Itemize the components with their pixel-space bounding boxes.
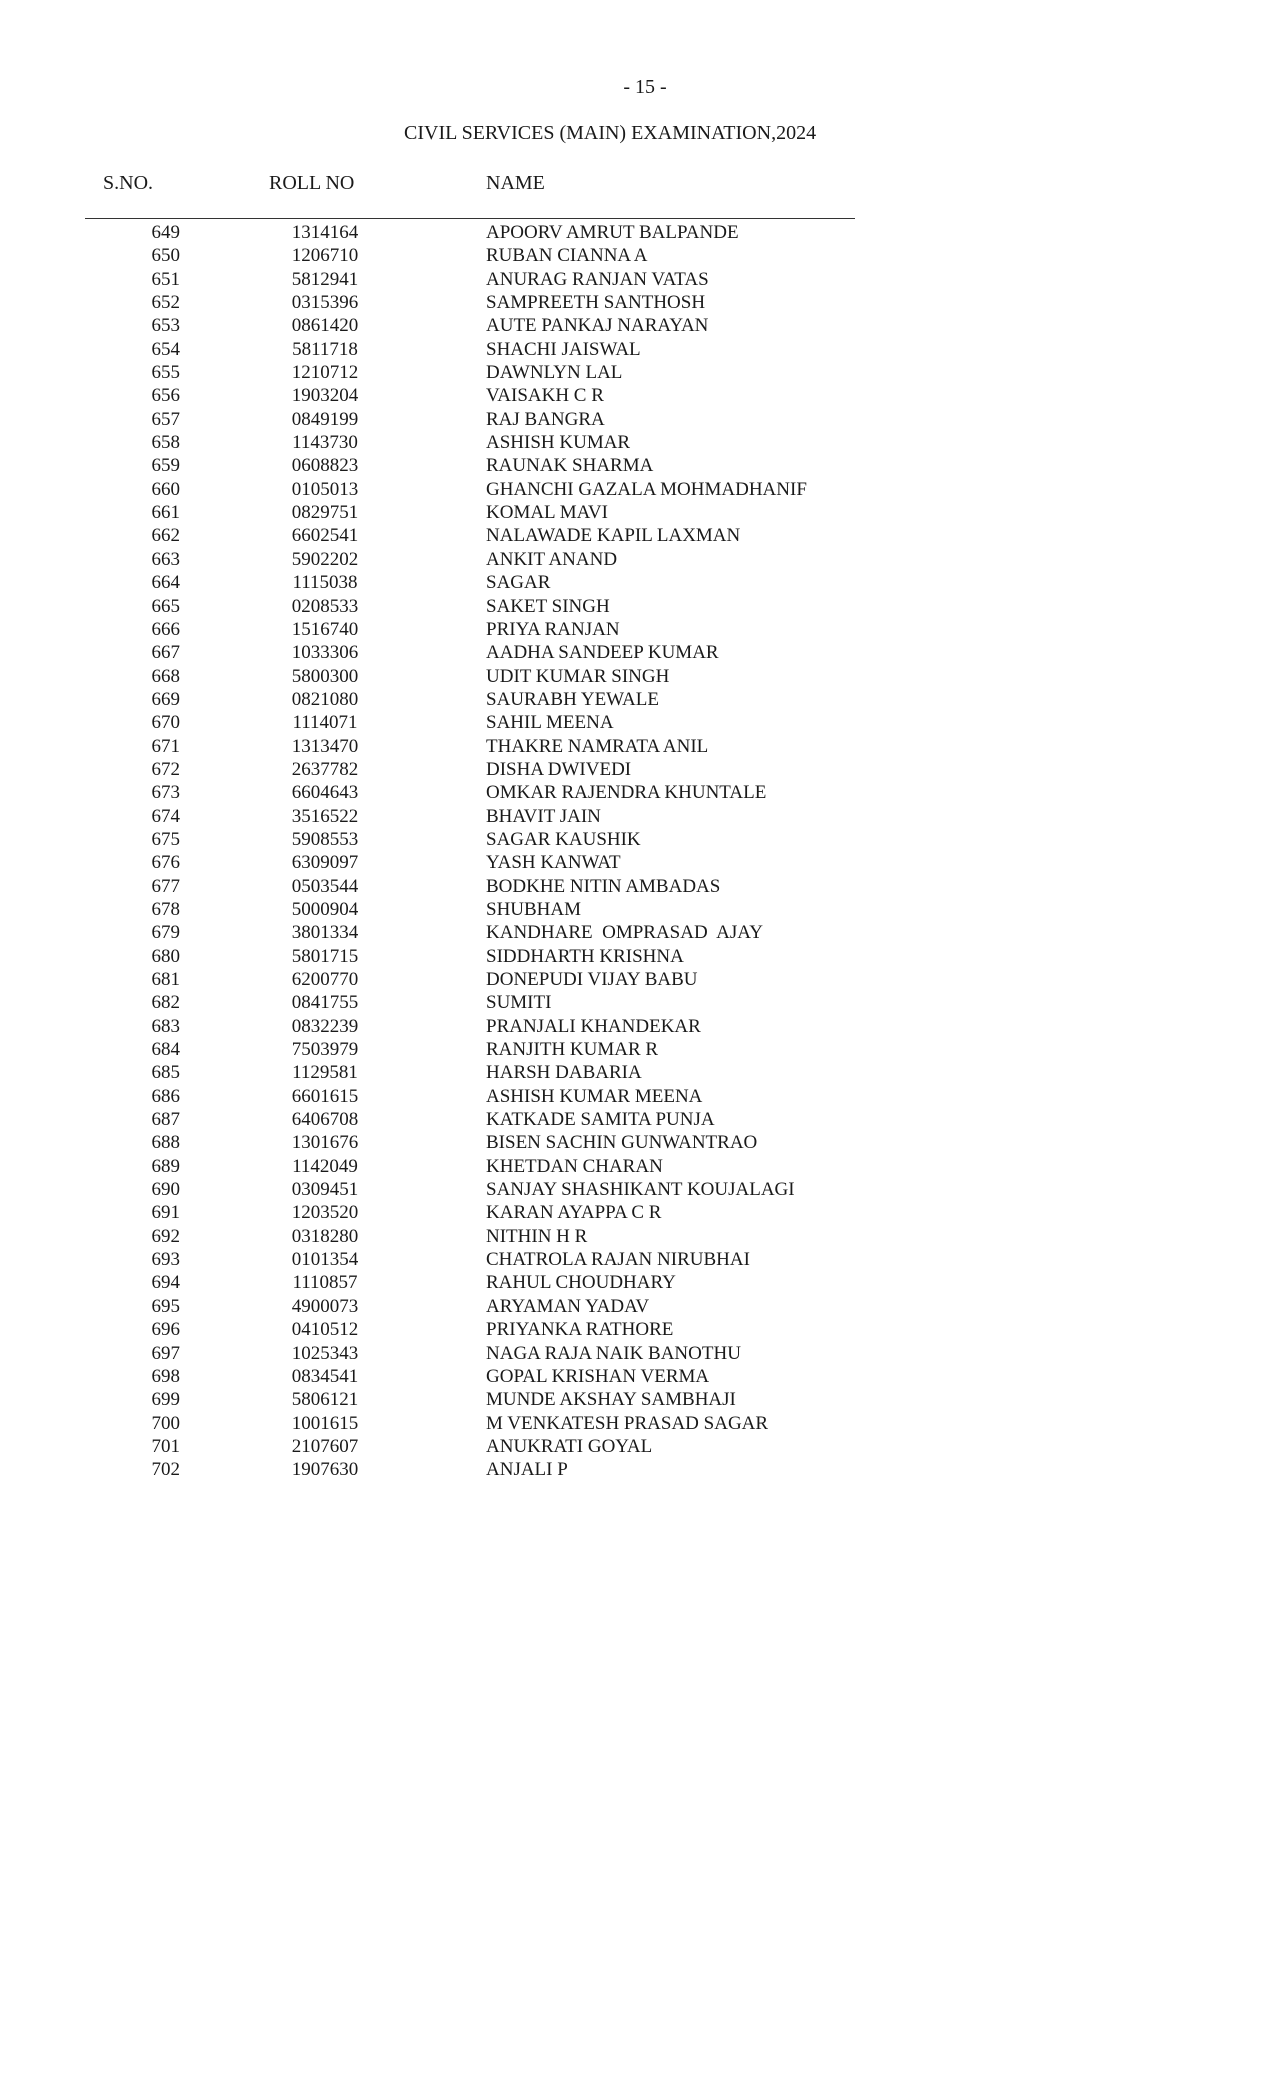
cell-roll-no: 6309097 [291,852,359,874]
table-row [0,1085,1275,1108]
cell-sno: 658 [151,432,180,454]
cell-name: ASHISH KUMAR [486,432,631,454]
cell-name: SHACHI JAISWAL [486,338,641,360]
cell-sno: 688 [151,1132,180,1154]
table-row [0,945,1275,968]
cell-sno: 653 [151,315,180,337]
table-row [0,1412,1275,1435]
cell-name: BHAVIT JAIN [486,805,601,827]
table-row [0,1225,1275,1248]
results-table [0,221,1275,1482]
cell-name: KANDHARE OMPRASAD AJAY [486,922,763,944]
cell-sno: 690 [151,1179,180,1201]
table-row [0,478,1275,501]
cell-sno: 674 [151,805,180,827]
cell-roll-no: 1142049 [292,1155,358,1177]
table-row [0,244,1275,267]
cell-roll-no: 5800300 [291,665,359,687]
cell-sno: 661 [151,502,180,524]
cell-roll-no: 1516740 [291,618,359,640]
table-header [0,172,1275,198]
table-row [0,665,1275,688]
table-row [0,431,1275,454]
cell-sno: 667 [151,642,180,664]
cell-name: THAKRE NAMRATA ANIL [486,735,709,757]
cell-sno: 691 [151,1202,180,1224]
cell-name: RAUNAK SHARMA [486,455,654,477]
cell-roll-no: 0821080 [291,688,359,710]
cell-name: APOORV AMRUT BALPANDE [486,222,739,243]
table-row [0,921,1275,944]
cell-sno: 659 [151,455,180,477]
cell-sno: 680 [151,945,180,967]
cell-roll-no: 3801334 [291,922,359,944]
cell-sno: 681 [151,969,180,990]
cell-sno: 650 [151,245,180,267]
cell-sno: 656 [151,385,180,407]
header-divider [85,218,855,219]
cell-name: PRANJALI KHANDEKAR [486,1015,701,1037]
cell-name: KATKADE SAMITA PUNJA [486,1109,715,1131]
cell-roll-no: 5812941 [291,268,359,290]
cell-roll-no: 1907630 [291,1459,359,1481]
cell-sno: 701 [151,1435,180,1457]
cell-name: NITHIN H R [486,1225,588,1247]
cell-name: DONEPUDI VIJAY BABU [486,969,698,990]
cell-roll-no: 6406708 [291,1109,359,1131]
table-row [0,898,1275,921]
table-row [0,875,1275,898]
cell-sno: 682 [151,992,180,1014]
cell-sno: 694 [151,1272,180,1294]
table-row [0,1038,1275,1061]
cell-roll-no: 0832239 [291,1015,359,1037]
cell-sno: 670 [151,712,180,734]
cell-sno: 698 [151,1365,180,1387]
cell-name: HARSH DABARIA [486,1062,642,1084]
cell-name: ANKIT ANAND [486,548,618,570]
table-row [0,384,1275,407]
cell-name: MUNDE AKSHAY SAMBHAJI [486,1389,736,1411]
table-row [0,1178,1275,1201]
cell-sno: 685 [151,1062,180,1084]
cell-name: SAGAR KAUSHIK [486,828,641,850]
cell-sno: 679 [151,922,180,944]
cell-roll-no: 0861420 [291,315,359,337]
cell-roll-no: 0503544 [291,875,359,897]
table-row [0,221,1275,244]
table-row [0,688,1275,711]
cell-name: ANJALI P [486,1459,568,1481]
cell-sno: 702 [151,1459,180,1481]
table-row [0,1108,1275,1131]
cell-name: RAJ BANGRA [486,408,605,430]
cell-roll-no: 1115038 [292,572,358,594]
cell-roll-no: 1301676 [291,1132,359,1154]
cell-sno: 695 [151,1295,180,1317]
cell-roll-no: 5811718 [292,338,358,360]
table-row [0,1131,1275,1154]
table-row [0,1318,1275,1341]
cell-roll-no: 1129581 [292,1062,358,1084]
cell-sno: 663 [151,548,180,570]
cell-roll-no: 0318280 [291,1225,359,1247]
cell-sno: 664 [151,572,180,594]
cell-roll-no: 0608823 [291,455,359,477]
cell-name: ANUKRATI GOYAL [486,1435,653,1457]
cell-name: SAURABH YEWALE [486,688,659,710]
cell-roll-no: 1314164 [291,222,359,243]
table-row [0,1015,1275,1038]
cell-roll-no: 4900073 [291,1295,359,1317]
table-row [0,548,1275,571]
table-row [0,408,1275,431]
cell-sno: 687 [151,1109,180,1131]
cell-name: RANJITH KUMAR R [486,1039,659,1061]
cell-sno: 660 [151,478,180,500]
cell-name: SUMITI [486,992,552,1014]
cell-roll-no: 5000904 [291,898,359,920]
table-row [0,735,1275,758]
cell-roll-no: 1001615 [291,1412,359,1434]
cell-name: SIDDHARTH KRISHNA [486,945,684,967]
cell-roll-no: 1114071 [292,712,358,734]
cell-sno: 675 [151,828,180,850]
cell-roll-no: 1033306 [291,642,359,664]
table-row [0,595,1275,618]
table-row [0,1271,1275,1294]
table-row [0,805,1275,828]
cell-name: GHANCHI GAZALA MOHMADHANIF [486,478,807,500]
cell-roll-no: 0829751 [291,502,359,524]
cell-name: SAMPREETH SANTHOSH [486,292,706,314]
cell-name: RAHUL CHOUDHARY [486,1272,676,1294]
cell-roll-no: 1313470 [291,735,359,757]
cell-sno: 692 [151,1225,180,1247]
table-row [0,1295,1275,1318]
cell-name: VAISAKH C R [486,385,604,407]
cell-sno: 652 [151,292,180,314]
cell-sno: 668 [151,665,180,687]
table-row [0,968,1275,991]
cell-roll-no: 5806121 [291,1389,359,1411]
cell-roll-no: 1025343 [291,1342,359,1364]
cell-sno: 669 [151,688,180,710]
cell-roll-no: 5801715 [291,945,359,967]
cell-sno: 693 [151,1249,180,1271]
cell-sno: 657 [151,408,180,430]
table-row [0,338,1275,361]
cell-name: PRIYANKA RATHORE [486,1319,674,1341]
table-row [0,758,1275,781]
cell-roll-no: 0834541 [291,1365,359,1387]
cell-roll-no: 0841755 [291,992,359,1014]
table-row [0,314,1275,337]
table-row [0,1365,1275,1388]
cell-roll-no: 0849199 [291,408,359,430]
cell-sno: 676 [151,852,180,874]
cell-roll-no: 5902202 [291,548,359,570]
cell-name: NALAWADE KAPIL LAXMAN [486,525,741,547]
table-row [0,291,1275,314]
table-row [0,781,1275,804]
cell-name: CHATROLA RAJAN NIRUBHAI [486,1249,750,1271]
cell-sno: 654 [151,338,180,360]
table-row [0,618,1275,641]
cell-name: ASHISH KUMAR MEENA [486,1085,703,1107]
table-row [0,1155,1275,1178]
cell-name: DAWNLYN LAL [486,362,623,384]
cell-name: DISHA DWIVEDI [486,758,632,780]
cell-name: SANJAY SHASHIKANT KOUJALAGI [486,1179,795,1201]
cell-name: SAHIL MEENA [486,712,614,734]
cell-roll-no: 0101354 [291,1249,359,1271]
cell-name: SAGAR [486,572,551,594]
cell-roll-no: 0105013 [291,478,359,500]
cell-sno: 677 [151,875,180,897]
cell-name: NAGA RAJA NAIK BANOTHU [486,1342,741,1364]
cell-sno: 683 [151,1015,180,1037]
cell-sno: 671 [151,735,180,757]
cell-sno: 655 [151,362,180,384]
cell-sno: 673 [151,782,180,804]
cell-roll-no: 1143730 [292,432,358,454]
cell-sno: 697 [151,1342,180,1364]
table-row [0,361,1275,384]
cell-roll-no: 6601615 [291,1085,359,1107]
cell-roll-no: 0315396 [291,292,359,314]
table-row [0,454,1275,477]
cell-sno: 649 [151,222,180,243]
cell-roll-no: 7503979 [291,1039,359,1061]
cell-name: KARAN AYAPPA C R [486,1202,662,1224]
cell-sno: 662 [151,525,180,547]
table-row [0,1435,1275,1458]
cell-sno: 686 [151,1085,180,1107]
table-row [0,1201,1275,1224]
cell-name: BODKHE NITIN AMBADAS [486,875,721,897]
cell-roll-no: 5908553 [291,828,359,850]
table-row [0,1248,1275,1271]
cell-roll-no: 0208533 [291,595,359,617]
cell-roll-no: 6200770 [291,969,359,990]
cell-name: KHETDAN CHARAN [486,1155,663,1177]
cell-roll-no: 2637782 [291,758,359,780]
column-header-roll-no: ROLL NO [269,172,355,194]
cell-sno: 678 [151,898,180,920]
cell-roll-no: 1903204 [291,385,359,407]
cell-sno: 684 [151,1039,180,1061]
cell-name: M VENKATESH PRASAD SAGAR [486,1412,769,1434]
cell-name: SAKET SINGH [486,595,610,617]
column-header-sno: S.NO. [103,172,154,194]
table-row [0,524,1275,547]
table-row [0,641,1275,664]
cell-sno: 696 [151,1319,180,1341]
cell-roll-no: 1206710 [291,245,359,267]
cell-name: PRIYA RANJAN [486,618,620,640]
cell-name: RUBAN CIANNA A [486,245,648,267]
table-row [0,1342,1275,1365]
table-row [0,711,1275,734]
cell-name: AUTE PANKAJ NARAYAN [486,315,709,337]
cell-sno: 689 [151,1155,180,1177]
cell-name: ARYAMAN YADAV [486,1295,650,1317]
column-header-name: NAME [486,172,545,194]
table-row [0,851,1275,874]
cell-roll-no: 3516522 [291,805,359,827]
cell-name: GOPAL KRISHAN VERMA [486,1365,710,1387]
table-row [0,828,1275,851]
cell-sno: 699 [151,1389,180,1411]
cell-name: BISEN SACHIN GUNWANTRAO [486,1132,758,1154]
table-row [0,1061,1275,1084]
cell-roll-no: 1210712 [291,362,359,384]
cell-roll-no: 2107607 [291,1435,359,1457]
cell-roll-no: 6604643 [291,782,359,804]
cell-sno: 700 [151,1412,180,1434]
cell-name: OMKAR RAJENDRA KHUNTALE [486,782,767,804]
table-row [0,268,1275,291]
table-row [0,571,1275,594]
cell-name: KOMAL MAVI [486,502,608,524]
table-row [0,1458,1275,1481]
cell-roll-no: 1203520 [291,1202,359,1224]
cell-sno: 672 [151,758,180,780]
cell-name: SHUBHAM [486,898,582,920]
cell-roll-no: 6602541 [291,525,359,547]
cell-name: AADHA SANDEEP KUMAR [486,642,719,664]
cell-roll-no: 0309451 [291,1179,359,1201]
table-row [0,501,1275,524]
table-row [0,1388,1275,1411]
cell-name: YASH KANWAT [486,852,621,874]
page-title: CIVIL SERVICES (MAIN) EXAMINATION,2024 [404,122,817,144]
table-row [0,991,1275,1014]
cell-name: ANURAG RANJAN VATAS [486,268,709,290]
cell-sno: 666 [151,618,180,640]
cell-name: UDIT KUMAR SINGH [486,665,670,687]
cell-roll-no: 0410512 [291,1319,359,1341]
cell-sno: 651 [151,268,180,290]
cell-sno: 665 [151,595,180,617]
cell-roll-no: 1110857 [292,1272,358,1294]
page-number: - 15 - [623,76,667,98]
